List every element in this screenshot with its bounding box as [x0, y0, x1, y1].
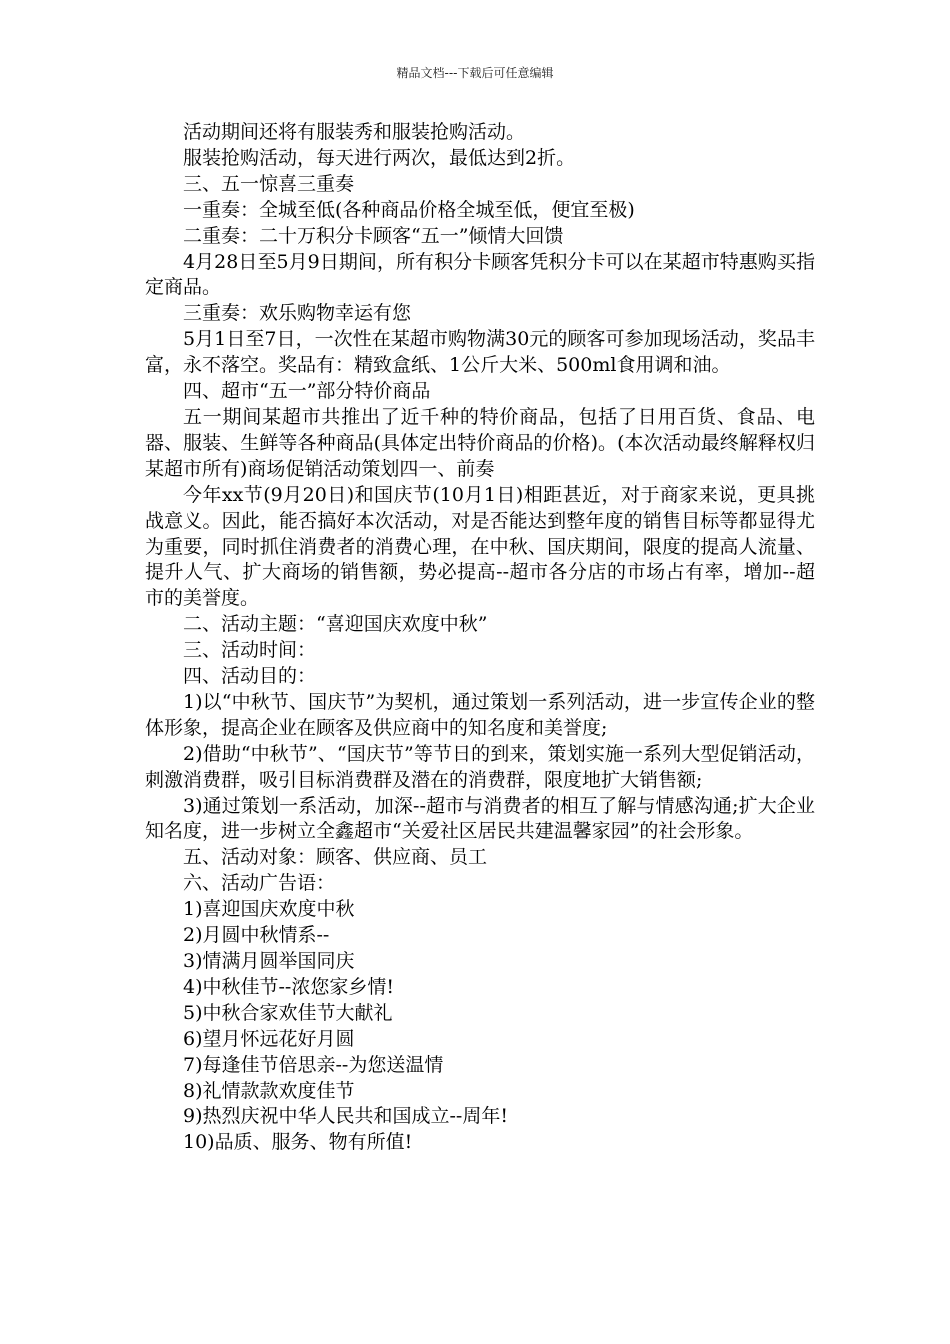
list-item: 3)情满月圆举国同庆: [183, 950, 355, 972]
list-item: 3)通过策划一系活动，加深--超市与消费者的相互了解与情感沟通;扩大企业知名度，进一步树立全鑫超市“关爱社区居民共建温馨家园”的社会形象。: [145, 794, 815, 843]
section-heading: 四、超市“五一”部分特价商品: [183, 380, 431, 403]
section-heading: 三、五一惊喜三重奏: [183, 172, 355, 195]
paragraph: 服装抢购活动，每天进行两次，最低达到2折。: [183, 146, 576, 169]
list-item: 5)中秋合家欢佳节大献礼: [183, 1001, 393, 1024]
page-header: 精品文档---下载后可任意编辑: [396, 66, 554, 80]
list-item: 7)每逢佳节倍思亲--为您送温情: [183, 1053, 444, 1076]
list-item: 1)喜迎国庆欢度中秋: [183, 898, 355, 921]
list-item: 8)礼情款款欢度佳节: [183, 1079, 355, 1102]
section-heading: 六、活动广告语：: [183, 872, 336, 895]
list-item: 6)望月怀远花好月圆: [183, 1027, 355, 1050]
list-item: 9)热烈庆祝中华人民共和国成立--周年!: [183, 1105, 508, 1128]
paragraph: 一重奏：全城至低(各种商品价格全城至低，便宜至极): [183, 198, 635, 221]
list-item: 2)借助“中秋节”、“国庆节”等节日的到来，策划实施一系列大型促销活动，刺激消费群，吸引目标消费群及潜在的消费群，限度地扩大销售额;: [145, 742, 815, 791]
paragraph: 4月28日至5月9日期间，所有积分卡顾客凭积分卡可以在某超市特惠购买指定商品。: [145, 250, 815, 299]
list-item: 4)中秋佳节--浓您家乡情!: [183, 975, 394, 998]
paragraph: 今年xx节(9月20日)和国庆节(10月1日)相距甚近，对于商家来说，更具挑战意义。因此，能否搞好本次活动，对是否能达到整年度的销售目标等都显得尤为重要，同时抓住消费者的消费心理，在中秋、国庆期间，限度的提高人流量、提升人气、扩大商场的销售额，势必提高--超市各分店的市场占有率，增加--超市的美誉度。: [145, 483, 815, 610]
paragraph: 三重奏：欢乐购物幸运有您: [183, 302, 412, 325]
paragraph: 活动期间还将有服装秀和服装抢购活动。: [183, 121, 526, 143]
list-item: 2)月圆中秋情系--: [183, 924, 330, 947]
paragraph: 五一期间某超市共推出了近千种的特价商品，包括了日用百货、食品、电器、服装、生鲜等各种商品(具体定出特价商品的价格)。(本次活动最终解释权归某超市所有)商场促销活动策划四一、前奏: [145, 405, 815, 480]
section-heading: 二、活动主题：“喜迎国庆欢度中秋”: [183, 613, 488, 636]
section-heading: 三、活动时间：: [183, 639, 317, 662]
list-item: 1)以“中秋节、国庆节”为契机，通过策划一系列活动，进一步宣传企业的整体形象，提高企业在顾客及供应商中的知名度和美誉度;: [145, 690, 815, 739]
list-item: 10)品质、服务、物有所值!: [183, 1131, 413, 1154]
document-body: [145, 120, 815, 1156]
section-heading: 五、活动对象：顾客、供应商、员工: [183, 846, 488, 869]
paragraph: 5月1日至7日，一次性在某超市购物满30元的顾客可参加现场活动，奖品丰富，永不落空。奖品有：精致盒纸、1公斤大米、500ml食用调和油。: [145, 328, 815, 377]
section-heading: 四、活动目的：: [183, 665, 317, 688]
paragraph: 二重奏：二十万积分卡顾客“五一”倾情大回馈: [183, 224, 564, 247]
